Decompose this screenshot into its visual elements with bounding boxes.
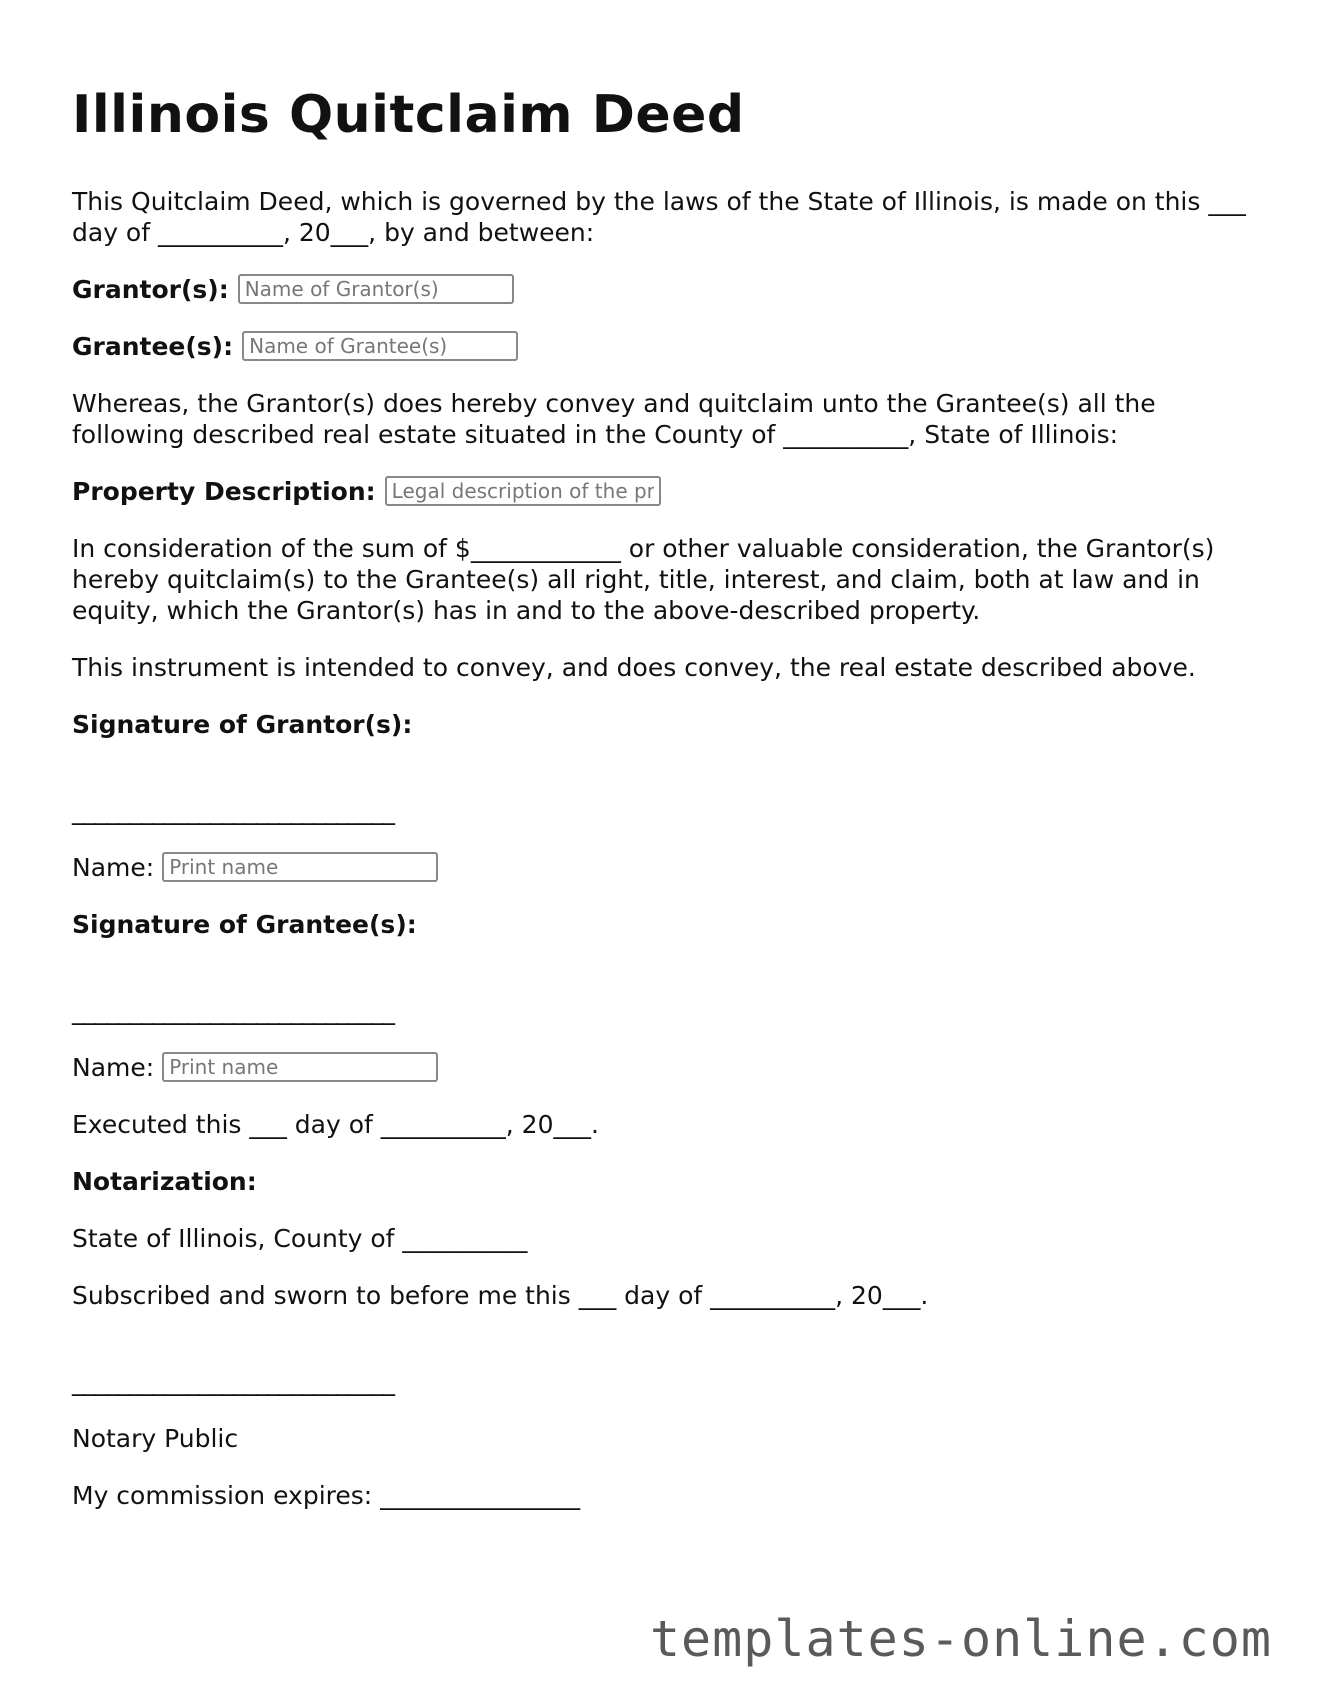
grantor-signature-line: ____________________________ (72, 795, 394, 825)
grantee-print-name-label: Name: (72, 1052, 155, 1082)
whereas-paragraph: Whereas, the Grantor(s) does hereby convey and quitclaim unto the Grantee(s) all the following described real estate situated in the County of __________, State of Illinois: (72, 388, 1156, 449)
notary-sworn-line: Subscribed and sworn to before me this ___ day of __________, 20___. (72, 1280, 929, 1310)
grantee-name-input[interactable] (242, 331, 518, 361)
grantee-print-name-row (72, 1052, 1252, 1083)
grantee-signature-heading: Signature of Grantee(s): (72, 909, 417, 939)
instrument-paragraph: This instrument is intended to convey, and does convey, the real estate described above. (72, 652, 1196, 682)
grantor-print-name-row (72, 852, 1252, 883)
grantee-signature-line: ____________________________ (72, 995, 394, 1025)
notary-public-label: Notary Public (72, 1423, 239, 1453)
property-row (72, 476, 1252, 507)
grantor-label: Grantor(s): (72, 274, 229, 304)
grantor-signature-heading: Signature of Grantor(s): (72, 709, 413, 739)
grantor-print-name-input[interactable] (162, 852, 438, 882)
page-title: Illinois Quitclaim Deed (72, 85, 745, 145)
grantee-label: Grantee(s): (72, 331, 234, 361)
grantor-row (72, 274, 1252, 305)
executed-line: Executed this ___ day of __________, 20___. (72, 1109, 599, 1139)
intro-paragraph: This Quitclaim Deed, which is governed by the laws of the State of Illinois, is made on this ___ day of __________, 20___, by and between: (72, 186, 1246, 247)
property-description-input[interactable] (385, 476, 661, 506)
consideration-paragraph: In consideration of the sum of $____________ or other valuable consideration, the Grantor(s) hereby quitclaim(s) to the Grantee(s) all right, title, interest, and claim, both at law and in equity, which the Grantor(s) has in and to the above-described property. (72, 533, 1215, 625)
grantee-row (72, 331, 1252, 362)
notary-state-county: State of Illinois, County of __________ (72, 1223, 528, 1253)
grantee-print-name-input[interactable] (162, 1052, 438, 1082)
watermark-text: templates-online.com (649, 1610, 1272, 1668)
notarization-heading: Notarization: (72, 1166, 257, 1196)
grantor-name-input[interactable] (238, 274, 514, 304)
grantor-print-name-label: Name: (72, 852, 155, 882)
notary-signature-line: ____________________________ (72, 1366, 394, 1396)
document-page (72, 86, 1252, 1537)
commission-expires: My commission expires: ________________ (72, 1480, 581, 1510)
property-description-label: Property Description: (72, 476, 376, 506)
